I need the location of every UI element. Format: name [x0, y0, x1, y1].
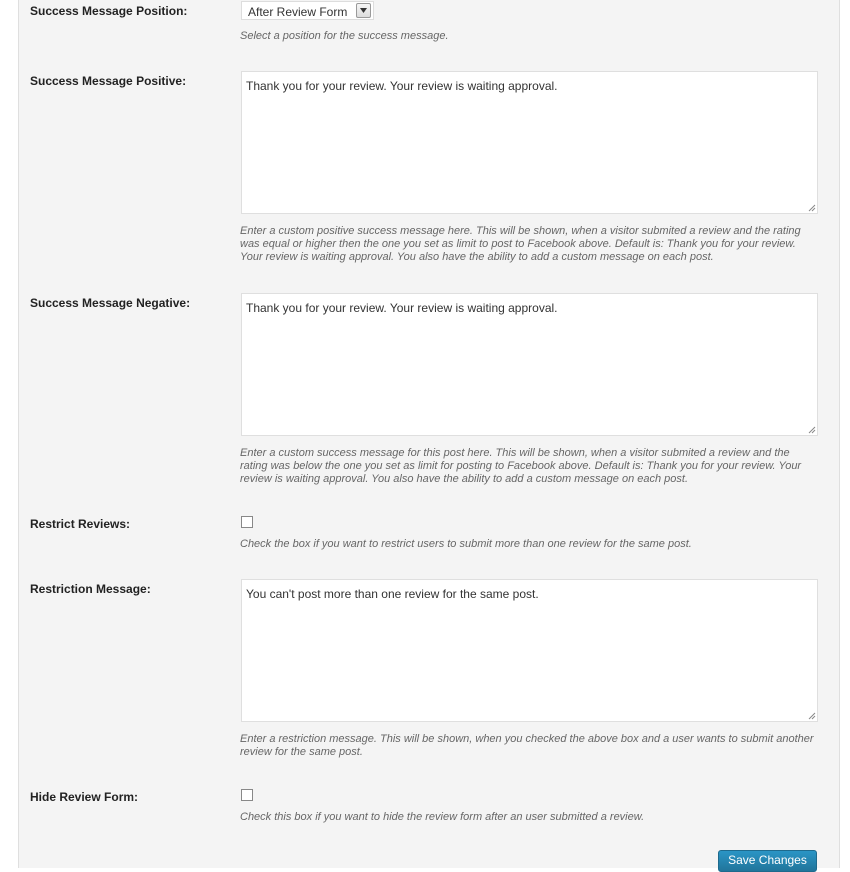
resize-grip-icon[interactable] [808, 426, 816, 434]
success-position-select[interactable] [241, 1, 374, 20]
success-positive-label: Success Message Positive: [30, 74, 187, 88]
restrict-reviews-label: Restrict Reviews: [30, 517, 131, 531]
save-changes-button[interactable]: Save Changes [718, 850, 817, 872]
resize-grip-icon[interactable] [808, 204, 816, 212]
success-positive-textarea[interactable] [241, 71, 818, 214]
success-negative-description: Enter a custom success message for this post here. This will be shown, when a visitor submited a review and the rating was below the one you set as limit for posting to Facebook above. Default is: Thank you for your review. Your review is waiting approval. You also have the ability to add a custom message on each post. [240, 447, 802, 485]
success-negative-label: Success Message Negative: [30, 296, 191, 310]
resize-grip-icon[interactable] [808, 712, 816, 720]
success-position-description: Select a position for the success message. [240, 30, 449, 42]
restriction-message-value: You can't post more than one review for the same post. [246, 587, 539, 601]
success-position-label: Success Message Position: [30, 4, 188, 18]
success-negative-textarea[interactable] [241, 293, 818, 436]
success-position-selected: After Review Form [248, 5, 348, 19]
restriction-message-textarea[interactable] [241, 579, 818, 722]
success-positive-value: Thank you for your review. Your review is waiting approval. [246, 79, 558, 93]
restrict-reviews-description: Check the box if you want to restrict users to submit more than one review for the same post. [240, 538, 692, 550]
hide-review-form-description: Check this box if you want to hide the review form after an user submitted a review. [240, 811, 645, 823]
hide-review-form-label: Hide Review Form: [30, 790, 139, 804]
restriction-message-label: Restriction Message: [30, 582, 151, 596]
restriction-message-description: Enter a restriction message. This will be shown, when you checked the above box and a user wants to submit another review for the same post. [240, 733, 814, 758]
settings-panel [18, 0, 840, 868]
hide-review-form-checkbox[interactable] [241, 789, 253, 801]
chevron-down-icon[interactable] [356, 3, 371, 18]
success-negative-value: Thank you for your review. Your review is waiting approval. [246, 301, 558, 315]
success-positive-description: Enter a custom positive success message here. This will be shown, when a visitor submited a review and the rating was equal or higher then the one you set as limit to post to Facebook above. Default is: Thank you for your review. Your review is waiting approval. You also have the ability to add a custom message on each post. [240, 225, 801, 263]
restrict-reviews-checkbox[interactable] [241, 516, 253, 528]
